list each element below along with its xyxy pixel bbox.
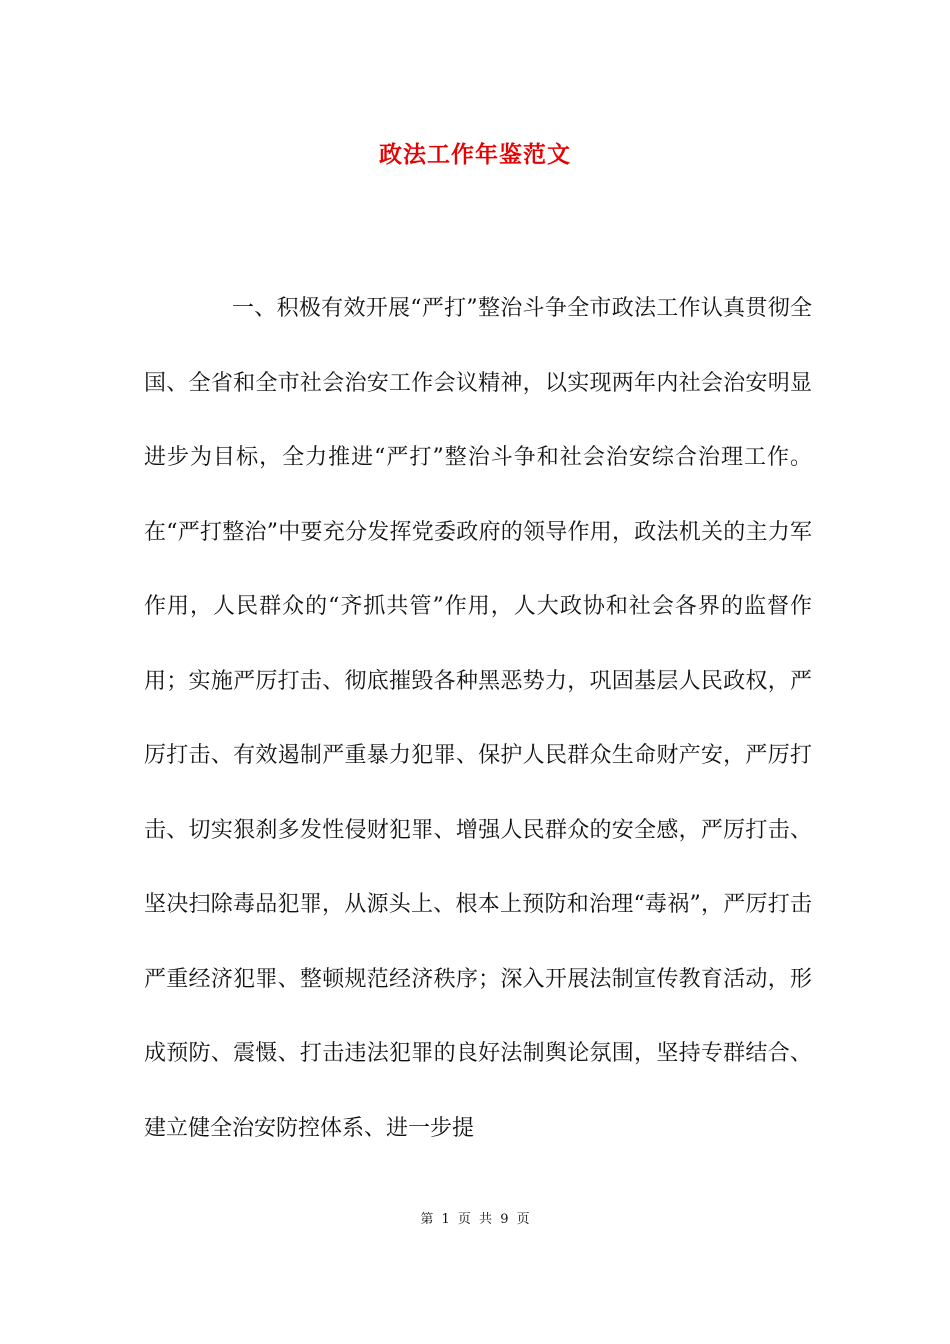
body-paragraph: 一、积极有效开展“严打”整治斗争全市政法工作认真贯彻全国、全省和全市社会治安工作会议精神，以实现两年内社会治安明显进步为目标，全力推进“严打”整治斗争和社会治安综合治理工作。在“严打整治”中要充分发挥党委政府的领导作用，政法机关的主力军作用，人民群众的“齐抓共管”作用，人大政协和社会各界的监督作用；实施严厉打击、彻底摧毁各种黑恶势力，巩固基层人民政权，严厉打击、有效遏制严重暴力犯罪、保护人民群众生命财产安，严厉打击、切实狠刹多发性侵财犯罪、增强人民群众的安全感，严厉打击、坚决扫除毒品犯罪，从源头上、根本上预防和治理“毒祸”，严厉打击严重经济犯罪、整顿规范经济秩序；深入开展法制宣传教育活动，形成预防、震慑、打击违法犯罪的良好法制舆论氛围，坚持专群结合、建立健全治安防控体系、进一步提 <box>144 296 812 1141</box>
document-title: 政法工作年鉴范文 <box>379 141 571 168</box>
page-footer: 第 1 页 共 9 页 <box>420 1212 530 1227</box>
